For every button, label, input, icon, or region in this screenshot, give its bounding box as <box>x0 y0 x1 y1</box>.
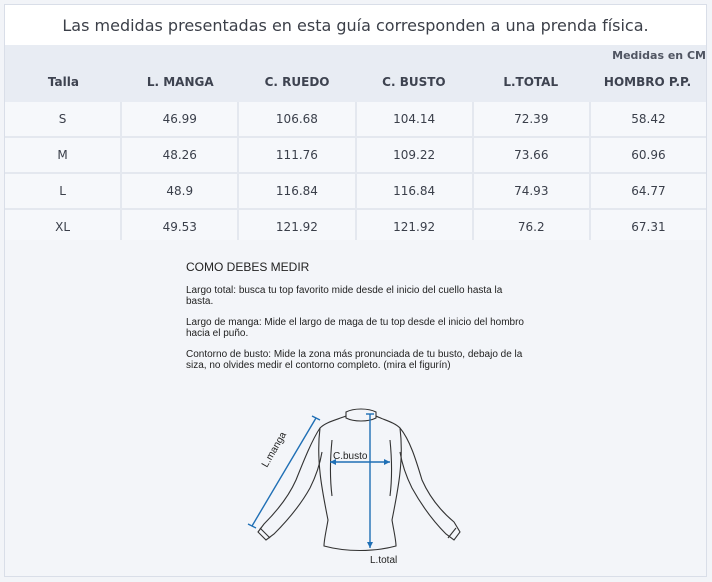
cell-hombro: 67.31 <box>631 220 666 234</box>
cell-l-manga: 48.26 <box>122 138 239 172</box>
total-length-label: L.total <box>370 555 398 566</box>
cell-l-total: 73.66 <box>474 138 591 172</box>
header-c-busto: C. BUSTO <box>382 75 446 89</box>
header-row <box>5 63 706 101</box>
size-table-body <box>5 102 706 246</box>
cell-hombro: 58.42 <box>631 112 666 126</box>
cell-l-manga: 49.53 <box>122 210 239 244</box>
cell-c-ruedo: 121.92 <box>239 210 356 244</box>
sleeve-length-label: L.manga <box>260 430 289 470</box>
guide-paragraph-total: Largo total: busca tu top favorito mide desde el inicio del cuello hasta la basta. <box>186 285 503 307</box>
measuring-instructions <box>186 262 526 381</box>
cell-l-total: 74.93 <box>474 174 591 208</box>
cell-hombro: 60.96 <box>631 148 666 162</box>
cell-l-manga: 46.99 <box>122 102 239 136</box>
table-row <box>5 174 706 210</box>
header-c-ruedo: C. RUEDO <box>264 75 330 89</box>
header-l-total: L.TOTAL <box>503 75 559 89</box>
cell-l-total: 72.39 <box>474 102 591 136</box>
cell-c-busto: 104.14 <box>357 102 474 136</box>
cell-c-busto: 121.92 <box>357 210 474 244</box>
cell-size: M <box>5 138 122 172</box>
cell-c-ruedo: 111.76 <box>239 138 356 172</box>
cell-hombro: 64.77 <box>631 184 666 198</box>
size-table-header <box>5 63 706 101</box>
guide-paragraph-bust: Contorno de busto: Mide la zona más pronunciada de tu busto, debajo de la siza, no olvides medir el contorno completo. (mira el figurín) <box>186 349 523 371</box>
header-talla: Talla <box>47 75 79 89</box>
cell-c-ruedo: 116.84 <box>239 174 356 208</box>
cell-size: XL <box>5 210 122 244</box>
shirt-measure-diagram-icon <box>246 400 476 575</box>
guide-title: COMO DEBES MEDIR <box>186 260 310 274</box>
shirt-outline-icon <box>246 400 476 575</box>
header-l-manga: L. MANGA <box>146 75 214 89</box>
bust-label: C.busto <box>333 451 368 462</box>
cell-c-busto: 116.84 <box>357 174 474 208</box>
cell-l-manga: 48.9 <box>122 174 239 208</box>
cell-c-ruedo: 106.68 <box>239 102 356 136</box>
cell-l-total: 76.2 <box>474 210 591 244</box>
cell-size: S <box>5 102 122 136</box>
cell-size: L <box>5 174 122 208</box>
guide-paragraph-sleeve: Largo de manga: Mide el largo de maga de tu top desde el inicio del hombro hacia el puño. <box>186 317 524 339</box>
cell-c-busto: 109.22 <box>357 138 474 172</box>
notice-banner: Las medidas presentadas en esta guía corresponden a una prenda física. <box>5 5 706 46</box>
units-label: Medidas en CM <box>612 49 706 62</box>
table-row <box>5 138 706 174</box>
header-hombro: HOMBRO P.P. <box>603 75 692 89</box>
table-row <box>5 102 706 138</box>
